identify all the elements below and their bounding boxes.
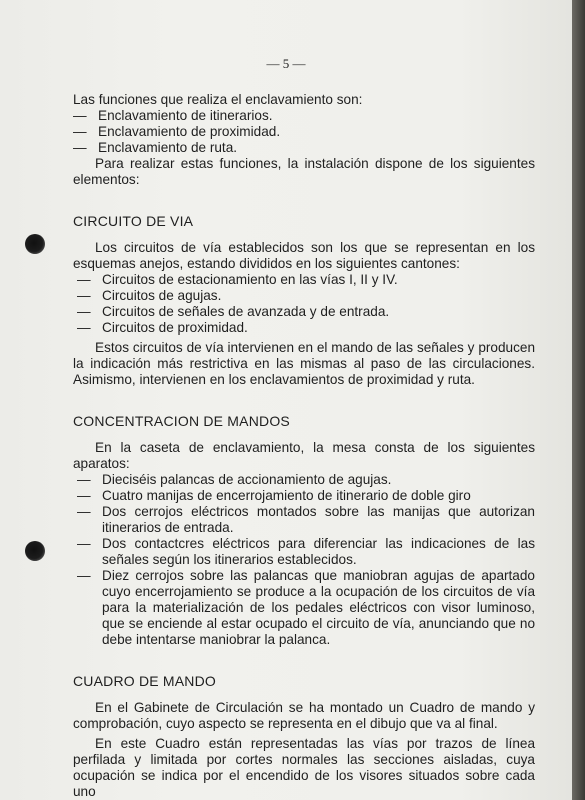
- section-heading-concentracion: CONCENTRACION DE MANDOS: [73, 413, 290, 429]
- page-number: — 5 —: [266, 56, 306, 71]
- bullet-dash: —: [77, 536, 91, 551]
- intro-paragraph: Para realizar estas funciones, la instalación dispone de los siguientes elementos:: [73, 156, 535, 187]
- bullet-dash: —: [77, 272, 91, 287]
- bullet-dash: —: [77, 568, 91, 583]
- list-item: — Dieciséis palancas de accionamiento de agujas.: [77, 472, 392, 487]
- list-item: — Enclavamiento de proximidad.: [73, 124, 281, 139]
- bullet-dash: —: [73, 124, 87, 139]
- bullet-dash: —: [77, 288, 91, 303]
- binder-hole-bottom: [25, 541, 45, 561]
- list-item: — Circuitos de proximidad.: [77, 320, 248, 335]
- intro-lead: Las funciones que realiza el enclavamiento son:: [73, 92, 363, 107]
- binder-hole-top: [25, 234, 45, 254]
- cuadro-paragraph-2: En este Cuadro están representadas las vías por trazos de línea perfilada y limitada por cortes normales las secciones aisladas, cuya ocupación se indica por el encendido de los visores situados sobre cada uno: [73, 736, 535, 799]
- list-item: — Circuitos de agujas.: [77, 288, 222, 303]
- concentracion-lead: En la caseta de enclavamiento, la mesa consta de los siguientes aparatos:: [73, 440, 535, 471]
- circuito-list: [73, 272, 535, 336]
- bullet-dash: —: [73, 140, 87, 155]
- document-body: [73, 92, 535, 800]
- bullet-dash: —: [73, 108, 87, 123]
- bullet-dash: —: [77, 472, 91, 487]
- bullet-dash: —: [77, 504, 91, 519]
- bullet-dash: —: [77, 304, 91, 319]
- list-item: — Enclavamiento de itinerarios.: [73, 108, 273, 123]
- list-item: — Cuatro manijas de encerrojamiento de itinerario de doble giro: [77, 488, 471, 503]
- circuito-paragraph: Estos circuitos de vía intervienen en el mando de las señales y producen la indicación más restrictiva en las mismas al paso de las circulaciones. Asimismo, intervienen en los enclavamientos de proximidad y ruta.: [73, 340, 535, 387]
- list-item: — Dos cerrojos eléctricos montados sobre las manijas que autorizan itinerarios de entrada.: [77, 504, 535, 535]
- list-item: — Enclavamiento de ruta.: [73, 140, 238, 155]
- page-edge-shadow: [572, 0, 585, 800]
- list-item: — Circuitos de estacionamiento en las vías I, II y IV.: [77, 272, 398, 287]
- section-heading-cuadro: CUADRO DE MANDO: [73, 673, 217, 689]
- list-item: — Dos contactcres eléctricos para diferenciar las indicaciones de las señales según los itinerarios establecidos.: [77, 536, 535, 567]
- intro-list: [73, 108, 535, 156]
- list-item: — Diez cerrojos sobre las palancas que maniobran agujas de apartado cuyo encerrojamiento se produce a la ocupación de los circuitos de vía para la materialización de los pedales eléctricos con visor luminoso, que se enciende al estar ocupado el circuito de vía, anunciando que no debe intentarse maniobrar la palanca.: [77, 568, 535, 647]
- concentracion-list: [73, 472, 535, 648]
- cuadro-paragraph-1: En el Gabinete de Circulación se ha montado un Cuadro de mando y comprobación, cuyo aspecto se representa en el dibujo que va al final.: [73, 700, 535, 731]
- bullet-dash: —: [77, 488, 91, 503]
- list-item: — Circuitos de señales de avanzada y de entrada.: [77, 304, 390, 319]
- section-heading-circuito: CIRCUITO DE VIA: [73, 213, 194, 229]
- circuito-lead: Los circuitos de vía establecidos son los que se representan en los esquemas anejos, estando divididos en los siguientes cantones:: [73, 240, 535, 271]
- bullet-dash: —: [77, 320, 91, 335]
